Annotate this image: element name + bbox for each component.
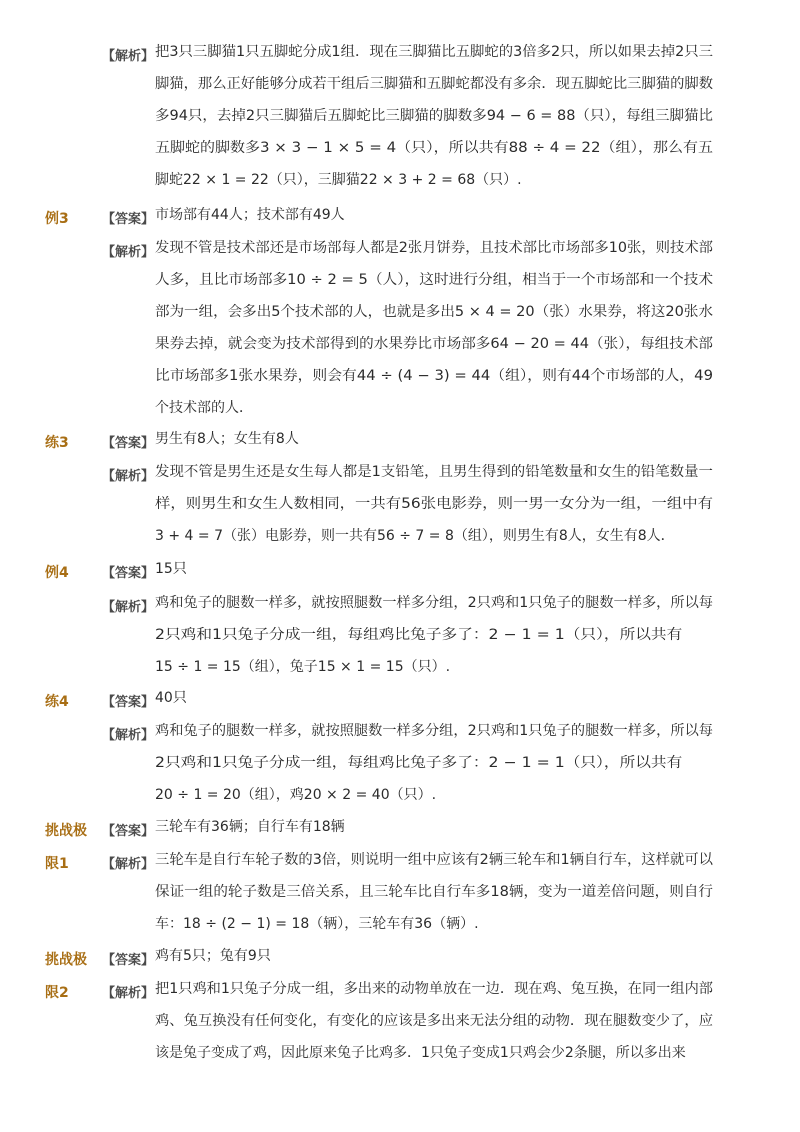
- text-line: 脚蛇22 × 1 = 22（只），三脚猫22 × 3 + 2 = 68（只）.: [155, 172, 522, 188]
- example-label: 限2: [45, 985, 69, 1001]
- text-line: 样，则男生和女生人数相同，一共有56张电影券，则一男一女分为一组，一组中有: [155, 496, 713, 512]
- text-line: 部为一组，会多出5个技术部的人，也就是多出5 × 4 = 20（张）水果券，将这20张水: [155, 304, 714, 320]
- text-line: 40只: [155, 690, 187, 706]
- text-line: 发现不管是技术部还是市场部每人都是2张月饼券，且技术部比市场部多10张，则技术部: [155, 240, 714, 256]
- text-line: 男生有8人；女生有8人: [155, 431, 299, 447]
- text-line: 比市场部多1张水果券，则会有44 ÷ (4 − 3) = 44（组），则有44个市场部的人，49: [155, 368, 713, 384]
- example-label: 例3: [45, 211, 69, 227]
- text-line: 市场部有44人；技术部有49人: [155, 207, 345, 223]
- text-line: 三轮车是自行车轮子数的3倍，则说明一组中应该有2辆三轮车和1辆自行车，这样就可以: [155, 852, 714, 868]
- text-line: 多94只，去掉2只三脚猫后五脚蛇比三脚猫的脚数多94 − 6 = 88（只），每组三脚猫比: [155, 108, 713, 124]
- analysis-tag: 【解析】: [102, 986, 155, 1001]
- answer-tag: 【答案】: [102, 566, 155, 581]
- answer-tag: 【答案】: [102, 212, 155, 227]
- analysis-tag: 【解析】: [102, 469, 155, 484]
- text-line: 鸡和兔子的腿数一样多，就按照腿数一样多分组，2只鸡和1只兔子的腿数一样多，所以每: [155, 723, 714, 739]
- text-line: 把3只三脚猫1只五脚蛇分成1组．现在三脚猫比五脚蛇的3倍多2只，所以如果去掉2只三: [155, 44, 714, 60]
- text-line: 三轮车有36辆；自行车有18辆: [155, 819, 345, 835]
- example-label: 限1: [45, 856, 69, 872]
- analysis-tag: 【解析】: [102, 245, 155, 260]
- example-label: 挑战极: [45, 952, 87, 968]
- text-line: 果券去掉，就会变为技术部得到的水果券比市场部多64 − 20 = 44（张），每组技术部: [155, 336, 713, 352]
- example-label: 挑战极: [45, 823, 87, 839]
- analysis-tag: 【解析】: [102, 857, 155, 872]
- analysis-tag: 【解析】: [102, 600, 155, 615]
- text-line: 2只鸡和1只兔子分成一组，每组鸡比兔子多了：2 − 1 = 1（只），所以共有: [155, 755, 683, 771]
- text-line: 3 + 4 = 7（张）电影券，则一共有56 ÷ 7 = 8（组），则男生有8人，女生有8人．: [155, 528, 675, 544]
- example-label: 练3: [45, 435, 69, 451]
- text-line: 车：18 ÷ (2 − 1) = 18（辆），三轮车有36（辆）.: [155, 916, 479, 932]
- text-line: 该是兔子变成了鸡，因此原来兔子比鸡多．1只兔子变成1只鸡会少2条腿，所以多出来: [155, 1045, 686, 1061]
- text-line: 鸡有5只；兔有9只: [155, 948, 271, 964]
- text-line: 保证一组的轮子数是三倍关系，且三轮车比自行车多18辆，变为一道差倍问题，则自行: [155, 884, 713, 900]
- text-line: 个技术部的人．: [155, 400, 253, 416]
- text-line: 人多，且比市场部多10 ÷ 2 = 5（人），这时进行分组，相当于一个市场部和一个技术: [155, 272, 714, 288]
- answer-tag: 【答案】: [102, 436, 155, 451]
- example-label: 练4: [45, 694, 69, 710]
- text-line: 鸡和兔子的腿数一样多，就按照腿数一样多分组，2只鸡和1只兔子的腿数一样多，所以每: [155, 595, 714, 611]
- answer-tag: 【答案】: [102, 695, 155, 710]
- analysis-tag: 【解析】: [102, 728, 155, 743]
- text-line: 脚猫，那么正好能够分成若干组后三脚猫和五脚蛇都没有多余．现五脚蛇比三脚猫的脚数: [155, 76, 714, 92]
- text-line: 15只: [155, 561, 187, 577]
- text-line: 五脚蛇的脚数多3 × 3 − 1 × 5 = 4（只），所以共有88 ÷ 4 = 22（组），那么有五: [155, 140, 713, 156]
- text-line: 2只鸡和1只兔子分成一组，每组鸡比兔子多了：2 − 1 = 1（只），所以共有: [155, 627, 683, 643]
- example-label: 例4: [45, 565, 69, 581]
- text-line: 20 ÷ 1 = 20（组），鸡20 × 2 = 40（只）.: [155, 787, 437, 803]
- answer-tag: 【答案】: [102, 824, 155, 839]
- text-line: 发现不管是男生还是女生每人都是1支铅笔，且男生得到的铅笔数量和女生的铅笔数量一: [155, 464, 713, 480]
- answer-tag: 【答案】: [102, 953, 155, 968]
- text-line: 把1只鸡和1只兔子分成一组，多出来的动物单放在一边．现在鸡、兔互换，在同一组内部: [155, 981, 714, 997]
- text-line: 15 ÷ 1 = 15（组），兔子15 × 1 = 15（只）.: [155, 659, 451, 675]
- text-line: 鸡、兔互换没有任何变化，有变化的应该是多出来无法分组的动物．现在腿数变少了，应: [155, 1013, 714, 1029]
- analysis-tag: 【解析】: [102, 49, 155, 64]
